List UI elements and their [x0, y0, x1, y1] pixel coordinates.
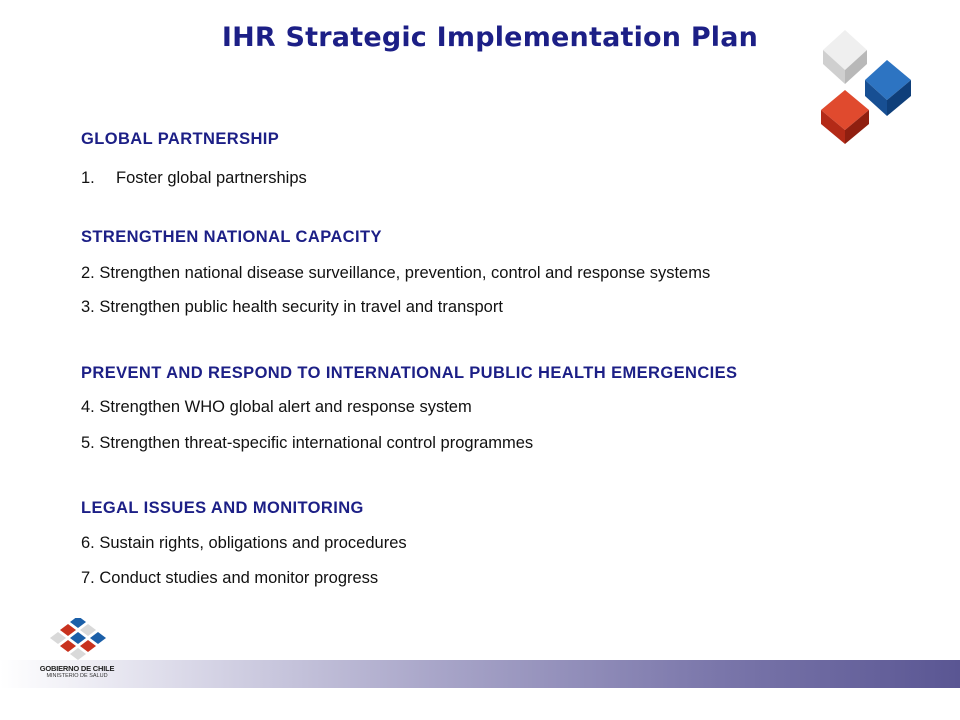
plan-item-text: Strengthen threat-specific international control programmes — [99, 434, 534, 452]
footer-logo-line2: MINISTERIO DE SALUD — [46, 673, 108, 679]
plan-item-number: 7. — [81, 569, 95, 587]
plan-item-2 — [81, 264, 710, 283]
plan-item-text: Strengthen public health security in travel and transport — [99, 298, 503, 316]
plan-item-number: 4. — [81, 398, 95, 416]
plan-item-1 — [81, 169, 307, 188]
plan-item-text: Strengthen national disease surveillance, prevention, control and response systems — [99, 264, 711, 282]
section-heading-legal-issues: LEGAL ISSUES AND MONITORING — [81, 499, 364, 517]
plan-item-text: Conduct studies and monitor progress — [99, 569, 379, 587]
plan-item-text: Foster global partnerships — [116, 169, 307, 187]
plan-item-number: 2. — [81, 264, 95, 282]
plan-item-5 — [81, 434, 533, 453]
section-heading-emergencies: PREVENT AND RESPOND TO INTERNATIONAL PUBLIC HEALTH EMERGENCIES — [81, 364, 738, 382]
plan-item-7 — [81, 569, 378, 588]
plan-item-text: Sustain rights, obligations and procedures — [99, 534, 407, 552]
plan-item-number: 5. — [81, 434, 95, 452]
plan-item-number: 3. — [81, 298, 95, 316]
plan-item-text: Strengthen WHO global alert and response system — [99, 398, 472, 416]
stacked-cubes-icon — [815, 28, 925, 146]
section-heading-national-capacity: STRENGTHEN NATIONAL CAPACITY — [81, 228, 382, 246]
plan-item-number: 1. — [81, 169, 95, 187]
plan-item-number: 6. — [81, 534, 95, 552]
slide-title: IHR Strategic Implementation Plan — [221, 22, 759, 53]
footer-logo-line1: GOBIERNO DE CHILE — [39, 664, 115, 673]
footer-gradient-bar — [0, 660, 960, 688]
section-heading-global-partnership: GLOBAL PARTNERSHIP — [81, 130, 280, 148]
plan-item-3 — [81, 298, 503, 317]
plan-item-6 — [81, 534, 407, 553]
plan-item-4 — [81, 398, 472, 417]
